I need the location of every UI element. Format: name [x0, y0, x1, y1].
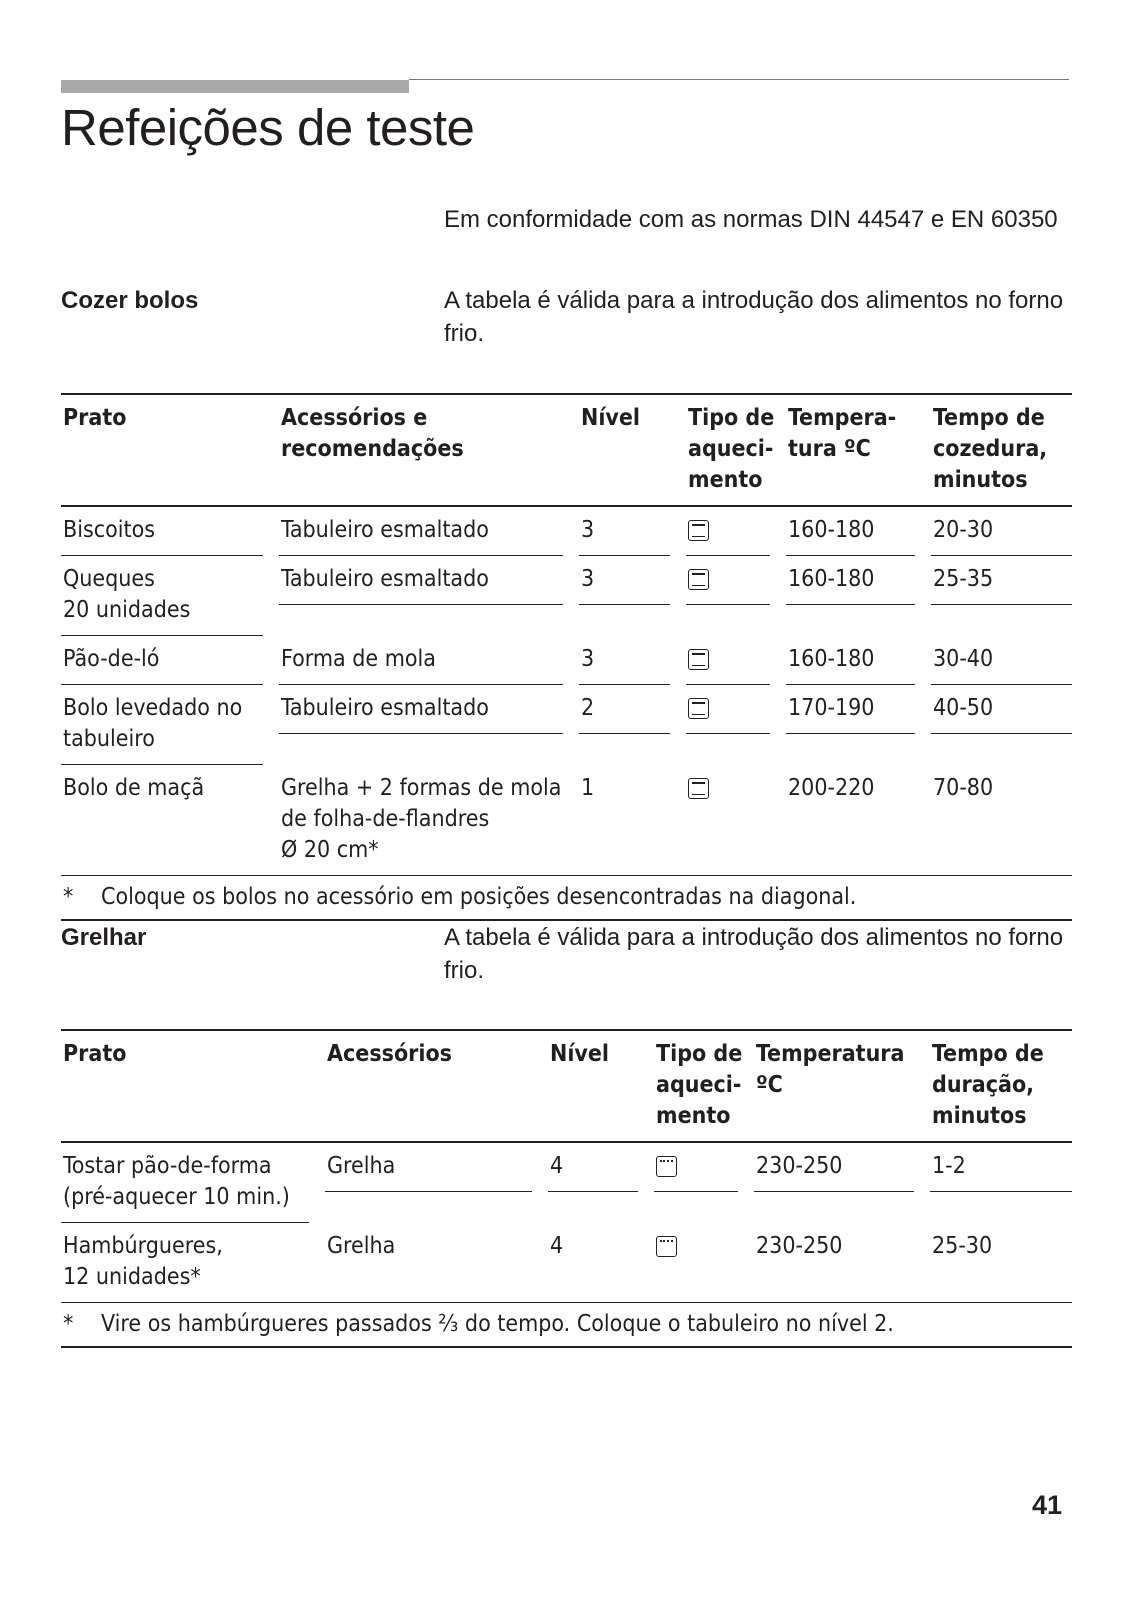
cell-content	[61, 515, 263, 556]
cell-content	[579, 773, 670, 813]
table-cell-level	[579, 685, 686, 765]
cell-content	[61, 564, 263, 636]
cell-content	[654, 1151, 738, 1192]
column-header-line: ºC	[756, 1072, 783, 1098]
table-cell-time	[930, 1223, 1072, 1302]
cell-content	[654, 1231, 738, 1271]
cell-line: Tabuleiro esmaltado	[281, 517, 489, 543]
top-bottom-heat-icon	[688, 649, 709, 670]
table-cell-accessory	[279, 636, 579, 685]
cell-content	[754, 1231, 914, 1271]
cell-content	[786, 515, 915, 556]
table-row	[61, 685, 1072, 765]
cell-content	[579, 693, 670, 734]
table-cell-heating-icon	[686, 636, 786, 685]
column-header	[654, 1030, 754, 1142]
cell-line: tabuleiro	[63, 726, 155, 752]
cell-line: de folha-de-flandres	[281, 806, 490, 832]
table-cell-temp	[786, 556, 931, 636]
cell-line: (pré-aquecer 10 min.)	[63, 1184, 290, 1210]
column-header	[579, 394, 686, 506]
grill-icon	[656, 1156, 677, 1177]
grilling-text: A tabela é válida para a introdução dos alimentos no forno frio.	[444, 924, 1064, 984]
cell-line: Grelha	[327, 1153, 396, 1179]
table-cell-dish	[61, 556, 279, 636]
column-header-line: minutos	[933, 467, 1028, 493]
column-header-line: Tipo de	[656, 1041, 743, 1067]
cell-content	[786, 693, 915, 734]
table-cell-dish	[61, 1223, 325, 1302]
column-header-line: Prato	[63, 405, 127, 431]
column-header-line: minutos	[932, 1103, 1027, 1129]
cell-line: Bolo de maçã	[63, 775, 205, 801]
cell-value: 25-35	[933, 566, 994, 592]
grilling-heading: Grelhar	[61, 924, 147, 951]
cell-line: Tabuleiro esmaltado	[281, 566, 489, 592]
table-cell-accessory	[279, 685, 579, 765]
column-header-line: Tempo de	[933, 405, 1045, 431]
top-bottom-heat-icon	[688, 778, 709, 799]
cell-line: Forma de mola	[281, 646, 436, 672]
intro-text: Em conformidade com as normas DIN 44547 e EN 60350	[444, 206, 1058, 233]
cell-line: 12 unidades*	[63, 1264, 201, 1290]
cell-content	[325, 1151, 532, 1192]
cell-line: Ø 20 cm*	[281, 837, 379, 863]
column-header-line: mento	[688, 467, 763, 493]
cell-content	[61, 1151, 309, 1223]
cell-value: 3	[581, 517, 595, 543]
cell-value: 3	[581, 646, 595, 672]
page-number: 41	[1031, 1490, 1062, 1520]
column-header	[279, 394, 579, 506]
table-row	[61, 1223, 1072, 1302]
table-cell-dish	[61, 685, 279, 765]
cell-content	[931, 564, 1072, 605]
cell-content	[931, 773, 1072, 813]
column-header-line: Acessórios e	[281, 405, 428, 431]
column-header	[754, 1030, 930, 1142]
column-header-line: mento	[656, 1103, 731, 1129]
grilling-table	[61, 1029, 1072, 1348]
table-cell-heating-icon	[686, 765, 786, 875]
cell-content	[930, 1231, 1072, 1271]
table-cell-heating-icon	[686, 556, 786, 636]
cell-line: Grelha + 2 formas de mola	[281, 775, 562, 801]
baking-footnote	[61, 875, 1072, 921]
cell-content	[686, 564, 770, 605]
cell-content	[61, 1231, 309, 1302]
page-title: Refeições de teste	[61, 99, 475, 156]
table-cell-level	[579, 636, 686, 685]
table-cell-accessory	[325, 1142, 548, 1223]
table-cell-temp	[786, 636, 931, 685]
table-row	[61, 1142, 1072, 1223]
table-cell-time	[931, 636, 1072, 685]
cell-value: 4	[550, 1233, 564, 1259]
cell-value: 160-180	[788, 517, 875, 543]
column-header	[786, 394, 931, 506]
cell-line: Grelha	[327, 1233, 396, 1259]
cell-content	[686, 693, 770, 734]
cell-content	[279, 693, 563, 734]
cell-value: 40-50	[933, 695, 994, 721]
column-header-line: Tipo de	[688, 405, 775, 431]
table-cell-dish	[61, 765, 279, 875]
cell-content	[686, 773, 770, 813]
cell-content	[931, 644, 1072, 685]
table-cell-accessory	[279, 506, 579, 556]
cell-content	[579, 564, 670, 605]
column-header-line: duração,	[932, 1072, 1035, 1098]
cell-content	[930, 1151, 1072, 1192]
column-header-line: Nível	[550, 1041, 610, 1067]
cell-line: Pão-de-ló	[63, 646, 160, 672]
cell-line: Tostar pão-de-forma	[63, 1153, 272, 1179]
footnote-mark: *	[63, 1311, 74, 1337]
cell-content	[579, 515, 670, 556]
top-bottom-heat-icon	[688, 520, 709, 541]
table-cell-accessory	[279, 556, 579, 636]
table-cell-time	[931, 765, 1072, 875]
cell-line: 20 unidades	[63, 597, 191, 623]
column-header-line: Tempera-	[788, 405, 897, 431]
table-row	[61, 556, 1072, 636]
column-header-line: Tempo de	[932, 1041, 1044, 1067]
baking-table	[61, 393, 1072, 921]
table-cell-temp	[786, 506, 931, 556]
cell-line: Bolo levedado no	[63, 695, 243, 721]
cell-value: 230-250	[756, 1153, 843, 1179]
table-cell-temp	[754, 1223, 930, 1302]
table-cell-level	[548, 1223, 654, 1302]
column-header	[931, 394, 1072, 506]
cell-content	[61, 693, 263, 765]
cell-content	[279, 644, 563, 685]
cell-value: 25-30	[932, 1233, 993, 1259]
column-header	[61, 1030, 325, 1142]
cell-line: Queques	[63, 566, 155, 592]
baking-heading: Cozer bolos	[61, 287, 199, 314]
table-cell-level	[579, 556, 686, 636]
cell-line: Tabuleiro esmaltado	[281, 695, 489, 721]
header-accent-bar	[61, 80, 409, 93]
cell-line: Hambúrgueres,	[63, 1233, 223, 1259]
table-cell-time	[931, 685, 1072, 765]
column-header-line: tura ºC	[788, 436, 871, 462]
table-cell-temp	[754, 1142, 930, 1223]
cell-content	[61, 773, 263, 813]
baking-text: A tabela é válida para a introdução dos alimentos no forno frio.	[444, 287, 1064, 347]
table-cell-level	[579, 506, 686, 556]
cell-value: 1	[581, 775, 595, 801]
cell-content	[579, 644, 670, 685]
column-header	[325, 1030, 548, 1142]
cell-content	[279, 564, 563, 605]
column-header	[548, 1030, 654, 1142]
cell-content	[279, 515, 563, 556]
cell-content	[279, 773, 563, 875]
table-cell-dish	[61, 1142, 325, 1223]
column-header-line: cozedura,	[933, 436, 1048, 462]
table-cell-temp	[786, 685, 931, 765]
table-row	[61, 506, 1072, 556]
cell-content	[754, 1151, 914, 1192]
cell-content	[931, 515, 1072, 556]
table-cell-accessory	[325, 1223, 548, 1302]
cell-value: 230-250	[756, 1233, 843, 1259]
cell-value: 70-80	[933, 775, 994, 801]
column-header-line: Acessórios	[327, 1041, 453, 1067]
footnote-text: Coloque os bolos no acessório em posições desencontradas na diagonal.	[101, 884, 857, 910]
table-row	[61, 636, 1072, 685]
table-cell-level	[579, 765, 686, 875]
cell-content	[786, 564, 915, 605]
table-cell-heating-icon	[654, 1142, 754, 1223]
column-header-line: Nível	[581, 405, 641, 431]
table-cell-level	[548, 1142, 654, 1223]
cell-content	[325, 1231, 532, 1271]
column-header	[61, 394, 279, 506]
table-cell-time	[931, 556, 1072, 636]
column-header-line: recomendações	[281, 436, 464, 462]
cell-value: 160-180	[788, 566, 875, 592]
column-header	[930, 1030, 1072, 1142]
footnote-mark: *	[63, 884, 74, 910]
table-cell-accessory	[279, 765, 579, 875]
table-cell-temp	[786, 765, 931, 875]
cell-content	[548, 1151, 638, 1192]
cell-content	[686, 644, 770, 685]
cell-value: 4	[550, 1153, 564, 1179]
cell-value: 170-190	[788, 695, 875, 721]
cell-value: 160-180	[788, 646, 875, 672]
cell-value: 20-30	[933, 517, 994, 543]
cell-value: 200-220	[788, 775, 875, 801]
grilling-footnote	[61, 1302, 1072, 1348]
table-cell-time	[931, 506, 1072, 556]
cell-content	[61, 644, 263, 685]
cell-content	[931, 693, 1072, 734]
cell-value: 3	[581, 566, 595, 592]
column-header-line: aqueci-	[656, 1072, 742, 1098]
table-row	[61, 765, 1072, 875]
top-bottom-heat-icon	[688, 569, 709, 590]
cell-content	[786, 773, 915, 813]
column-header-line: aqueci-	[688, 436, 774, 462]
column-header-line: Prato	[63, 1041, 127, 1067]
footnote-text: Vire os hambúrgueres passados ⅔ do tempo. Coloque o tabuleiro no nível 2.	[101, 1311, 894, 1337]
table-cell-dish	[61, 636, 279, 685]
table-cell-heating-icon	[686, 685, 786, 765]
table-cell-dish	[61, 506, 279, 556]
header-rule	[409, 79, 1069, 80]
cell-content	[548, 1231, 638, 1271]
cell-value: 1-2	[932, 1153, 966, 1179]
table-cell-time	[930, 1142, 1072, 1223]
top-bottom-heat-icon	[688, 698, 709, 719]
grill-icon	[656, 1236, 677, 1257]
column-header-line: Temperatura	[756, 1041, 905, 1067]
cell-content	[686, 515, 770, 556]
table-cell-heating-icon	[654, 1223, 754, 1302]
cell-line: Biscoitos	[63, 517, 156, 543]
cell-value: 30-40	[933, 646, 994, 672]
column-header	[686, 394, 786, 506]
cell-content	[786, 644, 915, 685]
cell-value: 2	[581, 695, 595, 721]
table-cell-heating-icon	[686, 506, 786, 556]
